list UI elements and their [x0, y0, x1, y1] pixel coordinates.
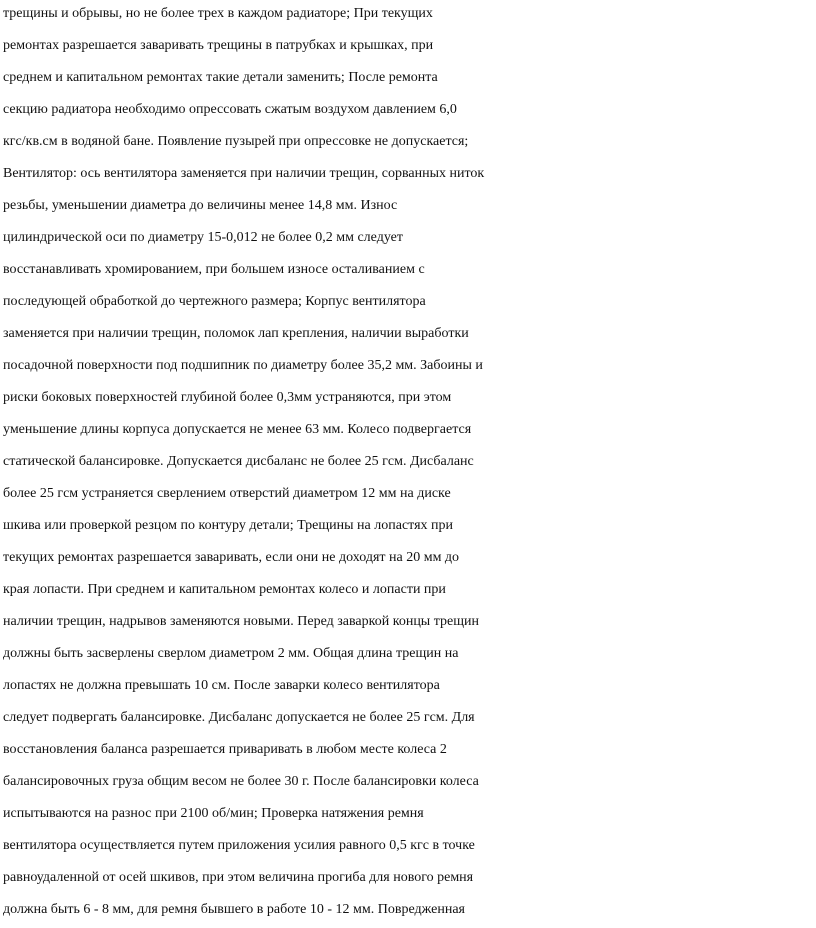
- text-line: риски боковых поверхностей глубиной более 0,3мм устраняются, при этом: [3, 390, 452, 405]
- text-line: секцию радиатора необходимо опрессовать сжатым воздухом давлением 6,0: [3, 102, 457, 117]
- text-line: восстановления баланса разрешается приваривать в любом месте колеса 2: [3, 742, 447, 757]
- text-line: текущих ремонтах разрешается заваривать, если они не доходят на 20 мм до: [3, 550, 460, 565]
- text-line: восстанавливать хромированием, при большем износе осталиванием с: [3, 262, 425, 277]
- text-line: наличии трещин, надрывов заменяются новыми. Перед заваркой концы трещин: [3, 614, 479, 629]
- text-line: среднем и капитальном ремонтах такие детали заменить; После ремонта: [3, 70, 438, 85]
- text-line: посадочной поверхности под подшипник по диаметру более 35,2 мм. Забоины и: [3, 358, 483, 373]
- text-line: Вентилятор: ось вентилятора заменяется при наличии трещин, сорванных ниток: [3, 166, 485, 181]
- text-line: ремонтах разрешается заваривать трещины в патрубках и крышках, при: [3, 38, 434, 53]
- text-line: вентилятора осуществляется путем приложения усилия равного 0,5 кгс в точке: [3, 838, 475, 853]
- text-line: последующей обработкой до чертежного размера; Корпус вентилятора: [3, 294, 426, 309]
- text-line: резьбы, уменьшении диаметра до величины менее 14,8 мм. Износ: [3, 198, 398, 213]
- text-line: испытываются на разнос при 2100 об/мин; Проверка натяжения ремня: [3, 806, 424, 821]
- text-line: цилиндрической оси по диаметру 15-0,012 не более 0,2 мм следует: [3, 230, 403, 245]
- text-line: балансировочных груза общим весом не более 30 г. После балансировки колеса: [3, 774, 479, 789]
- text-line: заменяется при наличии трещин, поломок лап крепления, наличии выработки: [3, 326, 469, 341]
- text-line: следует подвергать балансировке. Дисбаланс допускается не более 25 гсм. Для: [3, 710, 475, 725]
- text-line: должна быть 6 - 8 мм, для ремня бывшего в работе 10 - 12 мм. Повредженная: [3, 902, 465, 917]
- text-line: должны быть засверлены сверлом диаметром 2 мм. Общая длина трещин на: [3, 646, 459, 661]
- text-line: более 25 гсм устраняется сверлением отверстий диаметром 12 мм на диске: [3, 486, 451, 501]
- text-line: края лопасти. При среднем и капитальном ремонтах колесо и лопасти при: [3, 582, 446, 597]
- text-line: равноудаленной от осей шкивов, при этом величина прогиба для нового ремня: [3, 870, 474, 885]
- text-line: шкива или проверкой резцом по контуру детали; Трещины на лопастях при: [3, 518, 454, 533]
- text-line: кгс/кв.см в водяной бане. Появление пузырей при опрессовке не допускается;: [3, 134, 469, 149]
- text-line: трещины и обрывы, но не более трех в каждом радиаторе; При текущих: [3, 6, 433, 21]
- text-line: статической балансировке. Допускается дисбаланс не более 25 гсм. Дисбаланс: [3, 454, 474, 469]
- document-page: [3, 0, 815, 928]
- text-line: лопастях не должна превышать 10 см. После заварки колесо вентилятора: [3, 678, 440, 693]
- text-line: уменьшение длины корпуса допускается не менее 63 мм. Колесо подвергается: [3, 422, 472, 437]
